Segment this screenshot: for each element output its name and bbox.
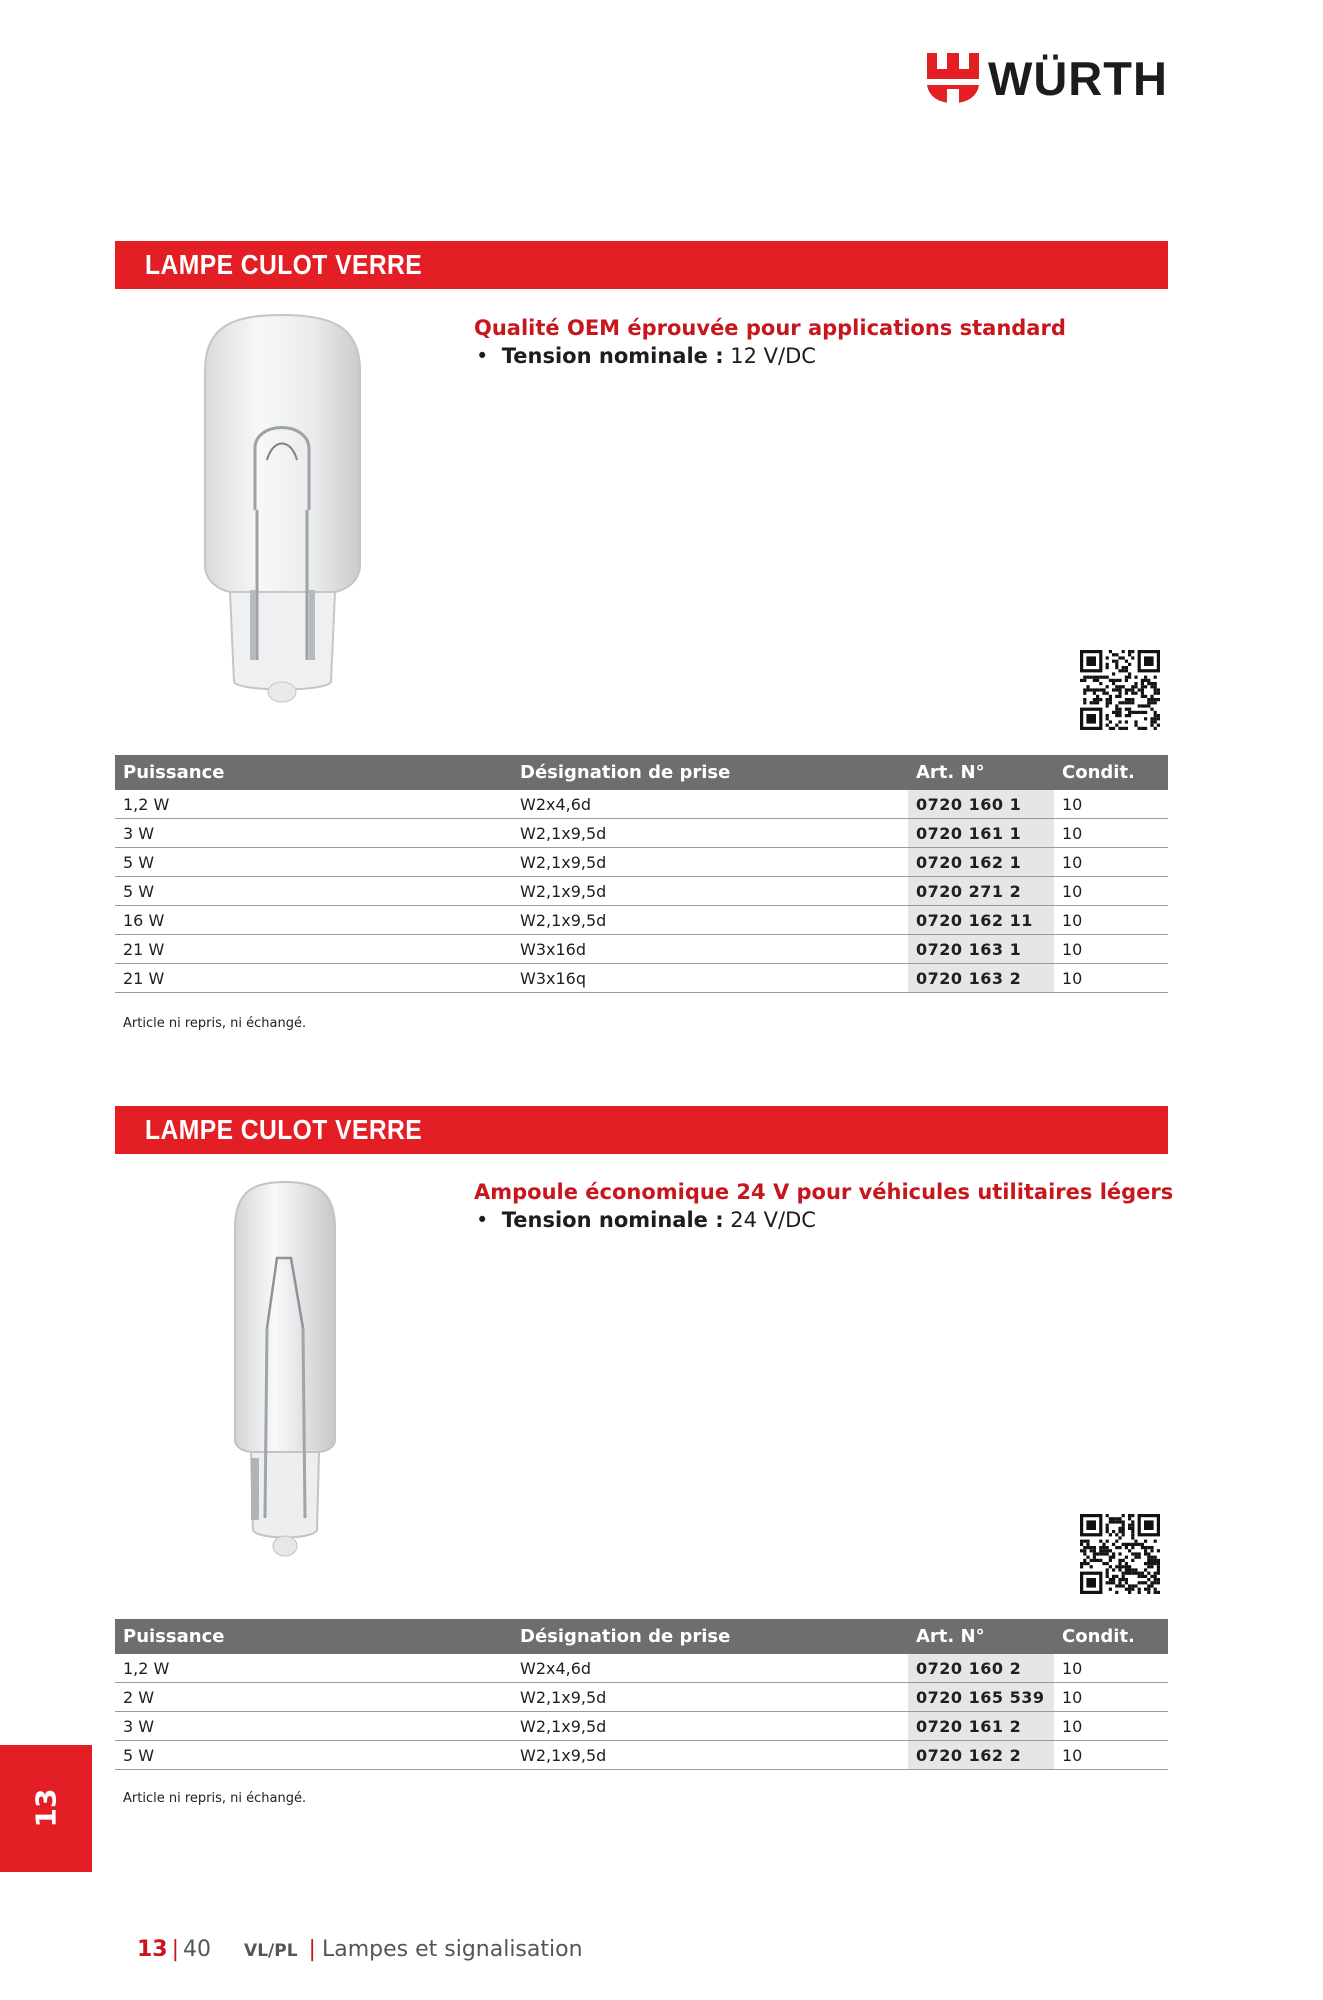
column-header: Condit. bbox=[1054, 755, 1168, 790]
article-number-cell: 0720 165 539 bbox=[908, 1683, 1054, 1712]
footnote: Article ni repris, ni échangé. bbox=[123, 1791, 307, 1806]
table-row bbox=[115, 1741, 1168, 1770]
power-cell: 21 W bbox=[115, 964, 512, 993]
power-cell: 5 W bbox=[115, 877, 512, 906]
power-cell: 5 W bbox=[115, 848, 512, 877]
footer-category: VL/PL bbox=[244, 1941, 298, 1961]
footer-separator: | bbox=[171, 1937, 180, 1962]
page-total: 40 bbox=[183, 1937, 212, 1962]
power-cell: 3 W bbox=[115, 1712, 512, 1741]
pack-qty-cell: 10 bbox=[1054, 819, 1168, 848]
column-header: Puissance bbox=[115, 755, 512, 790]
socket-cell: W3x16q bbox=[512, 964, 908, 993]
pack-qty-cell: 10 bbox=[1054, 1741, 1168, 1770]
article-number-cell: 0720 162 1 bbox=[908, 848, 1054, 877]
spec-label: Tension nominale : bbox=[501, 344, 724, 368]
pack-qty-cell: 10 bbox=[1054, 1712, 1168, 1741]
table-header-row bbox=[115, 1619, 1168, 1654]
pack-qty-cell: 10 bbox=[1054, 906, 1168, 935]
page-footer bbox=[137, 1937, 583, 1962]
table-row bbox=[115, 848, 1168, 877]
column-header: Condit. bbox=[1054, 1619, 1168, 1654]
table-row bbox=[115, 1654, 1168, 1683]
column-header: Désignation de prise bbox=[512, 755, 908, 790]
table-header-row bbox=[115, 755, 1168, 790]
section-title: LAMPE CULOT VERRE bbox=[145, 249, 423, 280]
voltage-spec: • Tension nominale : 12 V/DC bbox=[476, 344, 816, 368]
table-row bbox=[115, 790, 1168, 819]
socket-cell: W3x16d bbox=[512, 935, 908, 964]
pack-qty-cell: 10 bbox=[1054, 790, 1168, 819]
table-row bbox=[115, 877, 1168, 906]
socket-cell: W2,1x9,5d bbox=[512, 1683, 908, 1712]
spec-label: Tension nominale : bbox=[501, 1208, 724, 1232]
column-header: Art. N° bbox=[908, 755, 1054, 790]
footer-title: Lampes et signalisation bbox=[321, 1937, 583, 1962]
column-header: Art. N° bbox=[908, 1619, 1054, 1654]
glass-wedge-bulb-image bbox=[225, 1178, 345, 1570]
glass-wedge-bulb-image bbox=[195, 310, 370, 710]
section-title: LAMPE CULOT VERRE bbox=[145, 1114, 423, 1145]
qr-code-icon[interactable] bbox=[1080, 650, 1160, 730]
socket-cell: W2,1x9,5d bbox=[512, 1741, 908, 1770]
pack-qty-cell: 10 bbox=[1054, 1683, 1168, 1712]
pack-qty-cell: 10 bbox=[1054, 935, 1168, 964]
article-number-cell: 0720 163 1 bbox=[908, 935, 1054, 964]
table-row bbox=[115, 935, 1168, 964]
footer-separator: | bbox=[308, 1937, 316, 1962]
chapter-number: 13 bbox=[29, 1788, 63, 1828]
wurth-logo-icon bbox=[923, 51, 983, 105]
socket-cell: W2,1x9,5d bbox=[512, 1712, 908, 1741]
product-table bbox=[115, 755, 1168, 993]
table-row bbox=[115, 1683, 1168, 1712]
power-cell: 16 W bbox=[115, 906, 512, 935]
pack-qty-cell: 10 bbox=[1054, 964, 1168, 993]
chapter-tab bbox=[0, 1745, 92, 1872]
pack-qty-cell: 10 bbox=[1054, 848, 1168, 877]
power-cell: 2 W bbox=[115, 1683, 512, 1712]
brand-name: WÜRTH bbox=[988, 52, 1168, 105]
voltage-spec: • Tension nominale : 24 V/DC bbox=[476, 1208, 816, 1232]
table-row bbox=[115, 964, 1168, 993]
power-cell: 1,2 W bbox=[115, 790, 512, 819]
socket-cell: W2,1x9,5d bbox=[512, 848, 908, 877]
page-number: 13 bbox=[137, 1937, 168, 1962]
article-number-cell: 0720 161 2 bbox=[908, 1712, 1054, 1741]
article-number-cell: 0720 160 2 bbox=[908, 1654, 1054, 1683]
article-number-cell: 0720 163 2 bbox=[908, 964, 1054, 993]
table-row bbox=[115, 906, 1168, 935]
power-cell: 21 W bbox=[115, 935, 512, 964]
socket-cell: W2x4,6d bbox=[512, 790, 908, 819]
socket-cell: W2,1x9,5d bbox=[512, 819, 908, 848]
product-table bbox=[115, 1619, 1168, 1770]
article-number-cell: 0720 271 2 bbox=[908, 877, 1054, 906]
article-number-cell: 0720 162 2 bbox=[908, 1741, 1054, 1770]
pack-qty-cell: 10 bbox=[1054, 1654, 1168, 1683]
article-number-cell: 0720 161 1 bbox=[908, 819, 1054, 848]
column-header: Puissance bbox=[115, 1619, 512, 1654]
spec-value: 12 V/DC bbox=[730, 344, 816, 368]
section-title-bar bbox=[115, 1106, 1168, 1154]
section-headline: Qualité OEM éprouvée pour applications standard bbox=[474, 316, 1066, 340]
section-title-bar bbox=[115, 241, 1168, 289]
socket-cell: W2,1x9,5d bbox=[512, 877, 908, 906]
socket-cell: W2,1x9,5d bbox=[512, 906, 908, 935]
qr-code-icon[interactable] bbox=[1080, 1514, 1160, 1594]
table-row bbox=[115, 819, 1168, 848]
power-cell: 3 W bbox=[115, 819, 512, 848]
socket-cell: W2x4,6d bbox=[512, 1654, 908, 1683]
article-number-cell: 0720 160 1 bbox=[908, 790, 1054, 819]
section-headline: Ampoule économique 24 V pour véhicules utilitaires légers bbox=[474, 1180, 1174, 1204]
pack-qty-cell: 10 bbox=[1054, 877, 1168, 906]
footnote: Article ni repris, ni échangé. bbox=[123, 1016, 307, 1031]
article-number-cell: 0720 162 11 bbox=[908, 906, 1054, 935]
power-cell: 5 W bbox=[115, 1741, 512, 1770]
column-header: Désignation de prise bbox=[512, 1619, 908, 1654]
spec-value: 24 V/DC bbox=[730, 1208, 816, 1232]
power-cell: 1,2 W bbox=[115, 1654, 512, 1683]
table-row bbox=[115, 1712, 1168, 1741]
